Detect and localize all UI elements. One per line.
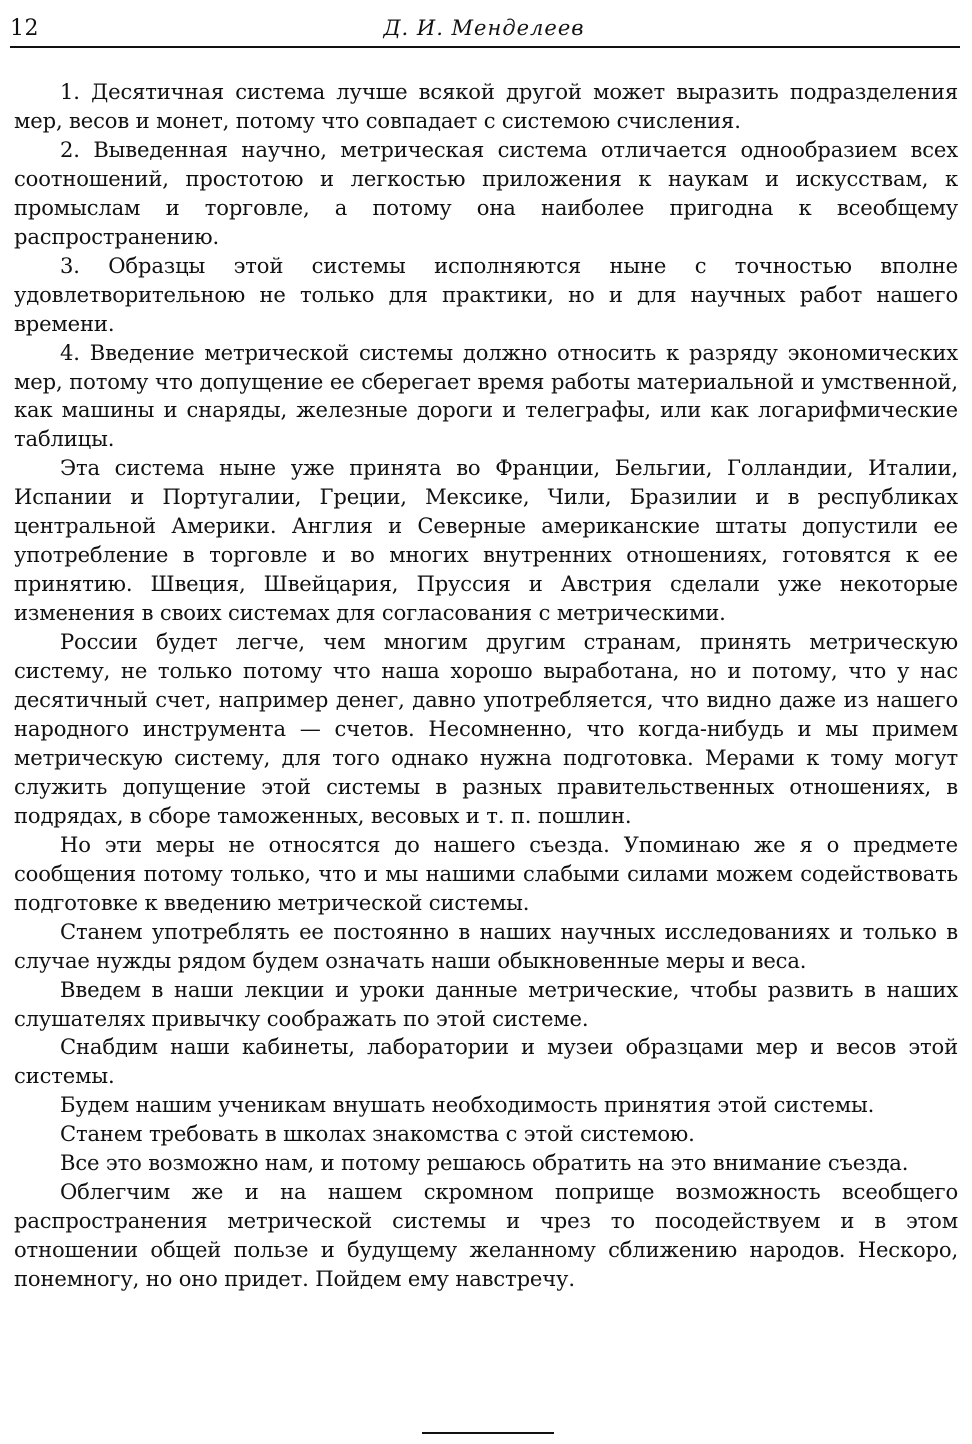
paragraph: Облегчим же и на нашем скромном поприще возможность всеобщего распространения метрической системы и чрез то посодействуем и в этом отношении общей пользе и будущему желанному сближению народов. Нескоро, понемногу, но оно придет. Пойдем ему навстречу. [14, 1179, 958, 1292]
paragraph: 2. Выведенная научно, метрическая система отличается однообразием всех соотношений, простотою и легкостью приложения к наукам и искусствам, к промыслам и торговле, а потому она наиболее пригодна к всеобщему распространению. [14, 136, 958, 249]
paragraph: 3. Образцы этой системы исполняются ныне с точностью вполне удовлетворительною не только для практики, но и для научных работ нашего времени. [14, 252, 958, 336]
paragraph: Станем требовать в школах знакомства с этой системою. [60, 1121, 695, 1147]
paragraph: 1. Десятичная система лучше всякой другой может выразить подразделения мер, весов и монет, потому что совпадает с системою счисления. [14, 79, 958, 133]
paragraph: Но эти меры не относятся до нашего съезда. Упоминаю же я о предмете сообщения потому только, что и мы нашими слабыми силами можем содействовать подготовке к введению метрической системы. [14, 831, 958, 915]
paragraph: Станем употреблять ее постоянно в наших научных исследованиях и только в случае нужды рядом будем означать наши обыкновенные меры и веса. [14, 918, 958, 973]
paragraph: 4. Введение метрической системы должно относить к разряду экономических мер, потому что допущение ее сберегает время работы материальной и умственной, как машины и снаряды, железные дороги и телеграфы, или как логарифмические таблицы. [14, 339, 958, 452]
paragraph: России будет легче, чем многим другим странам, принять метрическую систему, не только потому что наша хорошо выработана, но и потому, что у нас десятичный счет, например денег, давно употребляется, что видно даже из нашего народного инструмента — счетов. Несомненно, что когда-нибудь и мы примем метрическую систему, для того однако нужна подготовка. Мерами к тому могут служить допущение этой системы в разных правительственных отношениях, в подрядах, в сборе таможенных, весовых и т. п. пошлин. [14, 629, 958, 828]
body-text [14, 78, 958, 1294]
header-rule [10, 46, 960, 48]
paragraph: Введем в наши лекции и уроки данные метрические, чтобы развить в наших слушателях привычку соображать по этой системе. [14, 976, 958, 1031]
paragraph: Снабдим наши кабинеты, лаборатории и музеи образцами мер и весов этой системы. [14, 1034, 958, 1089]
paragraph: Эта система ныне уже принята во Франции, Бельгии, Голландии, Италии, Испании и Португалии, Греции, Мексике, Чили, Бразилии и в республиках центральной Америки. Англия и Северные американские штаты допустили ее употребление в торговле и во многих внутренних отношениях, готовятся к ее принятию. Швеция, Швейцария, Пруссия и Австрия сделали уже некоторые изменения в своих системах для согласования с метрическими. [14, 455, 958, 626]
paragraph: Все это возможно нам, и потому решаюсь обратить на это внимание съезда. [60, 1150, 909, 1176]
paragraph: Будем нашим ученикам внушать необходимость принятия этой системы. [60, 1092, 875, 1118]
page-number: 12 [10, 16, 39, 41]
running-title: Д. И. Менделеев [383, 16, 585, 40]
section-end-rule [422, 1432, 554, 1434]
page-header [10, 14, 958, 48]
